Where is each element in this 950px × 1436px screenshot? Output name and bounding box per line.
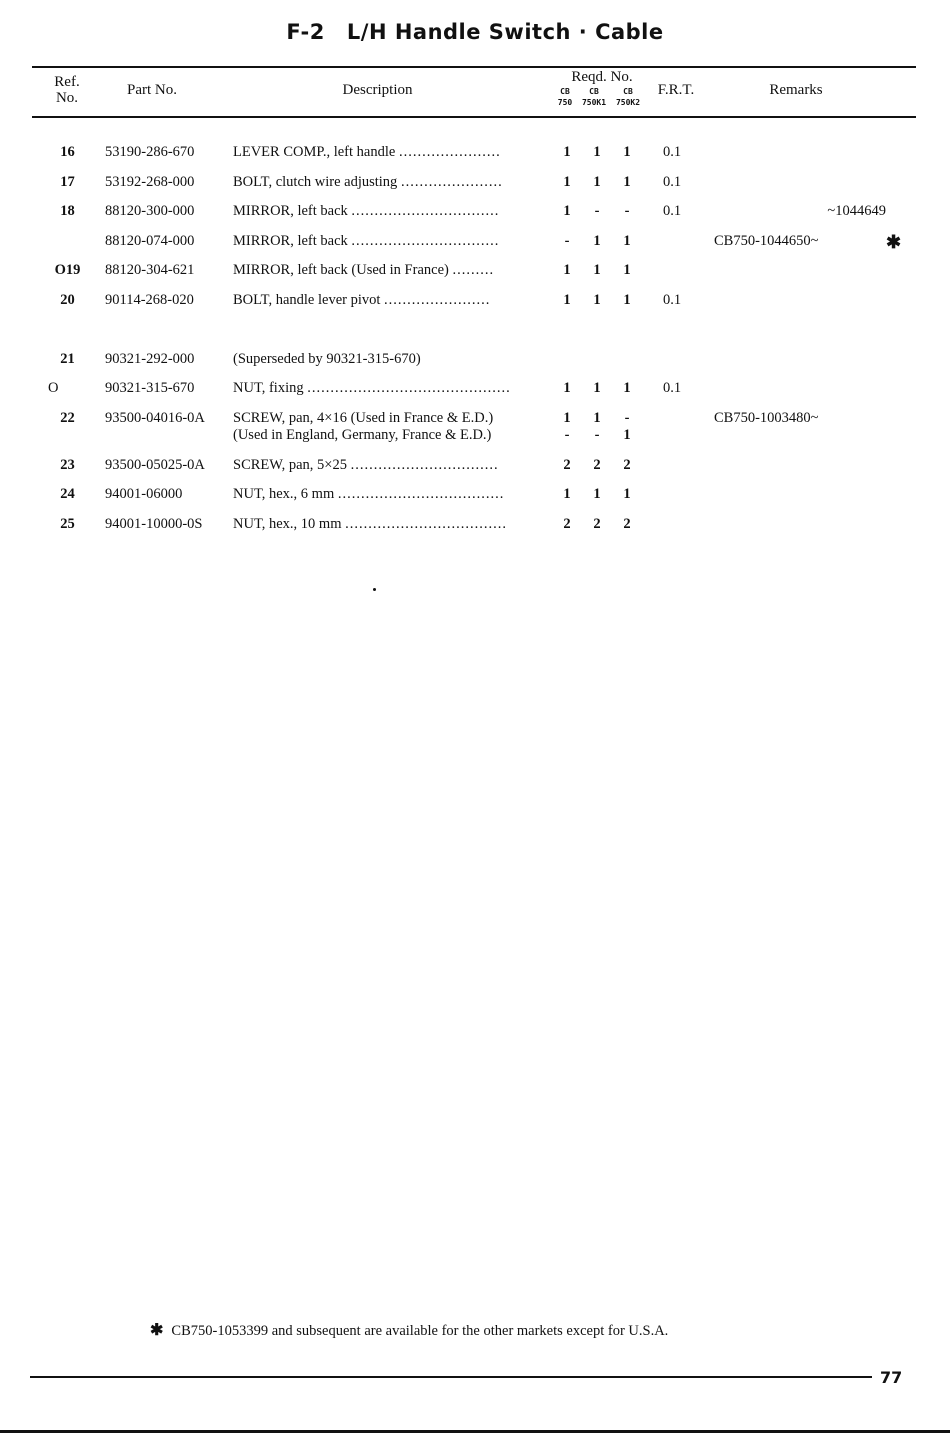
qty-cb750k2: 1	[623, 233, 631, 249]
description	[233, 174, 551, 191]
qty-cb750k2: 2	[623, 516, 631, 532]
table-row	[0, 292, 950, 322]
part-no: 90321-292-000	[105, 351, 195, 367]
description-text: BOLT, handle lever pivot	[233, 292, 381, 308]
qty-cb750: 1	[563, 380, 571, 396]
qty-cb750k1: 2	[593, 516, 601, 532]
description-text: NUT, hex., 10 mm	[233, 516, 342, 532]
part-no: 88120-074-000	[105, 233, 195, 249]
description-text: MIRROR, left back	[233, 233, 348, 249]
part-no: 94001-06000	[105, 486, 183, 502]
description-text: MIRROR, left back (Used in France)	[233, 262, 449, 278]
ref-no: 20	[60, 292, 75, 308]
qty-cb750k2: 1	[623, 427, 631, 443]
ref-no: 16	[60, 144, 75, 160]
qty-cb750k2: 1	[623, 292, 631, 308]
header-bottom-rule	[32, 116, 916, 118]
leader-dots: ....................................	[337, 486, 505, 502]
description	[233, 486, 551, 503]
ref-no: O19	[54, 262, 81, 278]
qty-cb750k1: 1	[593, 144, 601, 160]
title-text: L/H Handle Switch · Cable	[346, 20, 664, 44]
footer-rule	[30, 1376, 872, 1378]
ref-no: O	[48, 380, 59, 396]
leader-dots: ................................	[350, 457, 499, 473]
table-row	[0, 203, 950, 233]
ref-no: 23	[60, 457, 75, 473]
description-text: (Superseded by 90321-315-670)	[233, 351, 421, 367]
ref-no: 18	[60, 203, 75, 219]
table-row	[0, 233, 950, 263]
qty-cb750: 1	[563, 262, 571, 278]
leader-dots: ............................................	[307, 380, 511, 396]
qty-cb750k1: 1	[593, 233, 601, 249]
leader-dots: ................................	[351, 203, 500, 219]
leader-dots: ................................	[351, 233, 500, 249]
qty-cb750k2: 1	[623, 174, 631, 190]
part-no: 90321-315-670	[105, 380, 195, 396]
leader-dots: .......................	[384, 292, 491, 308]
qty-cb750: 1	[563, 486, 571, 502]
description	[233, 380, 551, 397]
qty-cb750k1: 1	[593, 174, 601, 190]
part-no: 93500-05025-0A	[105, 457, 205, 473]
page-number: 77	[880, 1368, 903, 1387]
model-cb750k1-line1: CB	[589, 87, 599, 96]
description	[233, 410, 551, 427]
leader-dots: ......................	[400, 174, 503, 190]
qty-cb750k2: -	[624, 410, 630, 426]
qty-cb750k2: 2	[623, 457, 631, 473]
frt: 0.1	[662, 144, 682, 160]
qty-cb750k1: 1	[593, 486, 601, 502]
qty-cb750: -	[564, 427, 570, 443]
description-text: BOLT, clutch wire adjusting	[233, 174, 398, 190]
qty-cb750k1: 2	[593, 457, 601, 473]
bottom-edge-rule	[0, 1430, 950, 1433]
model-cb750k1	[577, 86, 611, 108]
leader-dots: ...................................	[345, 516, 507, 532]
qty-cb750k1: 1	[593, 292, 601, 308]
qty-cb750k2: 1	[623, 144, 631, 160]
description	[233, 233, 551, 250]
ref-no: 25	[60, 516, 75, 532]
table-row	[0, 144, 950, 174]
qty-cb750: 1	[563, 174, 571, 190]
col-header-ref	[42, 74, 92, 106]
description	[233, 351, 551, 368]
ref-no: 24	[60, 486, 75, 502]
col-header-frt: F.R.T.	[657, 82, 695, 98]
footnote-text: CB750-1053399 and subsequent are available for the other markets except for U.S.A.	[171, 1323, 669, 1339]
part-no: 88120-304-621	[105, 262, 195, 278]
header-top-rule	[32, 66, 916, 68]
description	[233, 516, 551, 533]
part-no: 93500-04016-0A	[105, 410, 205, 426]
description-text: LEVER COMP., left handle	[233, 144, 396, 160]
col-header-part-no: Part No.	[127, 82, 177, 98]
qty-cb750: 1	[563, 203, 571, 219]
description	[233, 457, 551, 474]
table-row	[0, 427, 950, 457]
part-no: 94001-10000-0S	[105, 516, 203, 532]
asterisk-icon: ✱	[886, 232, 902, 252]
qty-cb750k2: 1	[623, 380, 631, 396]
ref-no: 17	[60, 174, 75, 190]
qty-cb750k1: 1	[593, 410, 601, 426]
table-row	[0, 351, 950, 381]
description	[233, 144, 551, 161]
frt: 0.1	[662, 292, 682, 308]
description-text: SCREW, pan, 5×25	[233, 457, 347, 473]
description-text: NUT, fixing	[233, 380, 304, 396]
model-cb750k2	[611, 86, 645, 108]
qty-cb750k1: -	[594, 203, 600, 219]
stray-dot	[373, 588, 376, 591]
ref-no: 21	[60, 351, 75, 367]
model-cb750k1-line2: 750K1	[581, 98, 607, 107]
model-cb750k2-line1: CB	[623, 87, 633, 96]
footnote	[150, 1320, 668, 1340]
description	[233, 427, 551, 444]
leader-dots: ......................	[398, 144, 501, 160]
model-cb750	[553, 86, 577, 108]
leader-dots: .........	[452, 262, 495, 278]
qty-cb750k1: 1	[593, 380, 601, 396]
part-no: 53192-268-000	[105, 174, 195, 190]
asterisk-icon: ✱	[150, 1322, 164, 1339]
qty-cb750: 2	[563, 516, 571, 532]
description-text: MIRROR, left back	[233, 203, 348, 219]
part-no: 88120-300-000	[105, 203, 195, 219]
description	[233, 203, 551, 220]
model-cb750k2-line2: 750K2	[615, 98, 641, 107]
table-row	[0, 380, 950, 410]
description	[233, 262, 551, 279]
description	[233, 292, 551, 309]
qty-cb750k1: -	[594, 427, 600, 443]
col-header-description: Description	[342, 82, 413, 98]
remarks: CB750-1003480~	[714, 410, 819, 426]
page-title	[0, 20, 950, 44]
ref-header-line2: No.	[55, 90, 79, 106]
qty-cb750: 1	[563, 410, 571, 426]
table-row	[0, 262, 950, 292]
table-row	[0, 174, 950, 204]
ref-header-line1: Ref.	[54, 74, 80, 90]
description-text: NUT, hex., 6 mm	[233, 486, 335, 502]
qty-cb750: -	[564, 233, 570, 249]
frt: 0.1	[662, 174, 682, 190]
part-no: 53190-286-670	[105, 144, 195, 160]
qty-cb750: 1	[563, 292, 571, 308]
frt: 0.1	[662, 203, 682, 219]
frt: 0.1	[662, 380, 682, 396]
table-row	[0, 516, 950, 546]
model-cb750-line2: 750	[557, 98, 573, 107]
remarks: CB750-1044650~	[714, 233, 819, 249]
col-header-remarks: Remarks	[769, 82, 823, 98]
qty-cb750: 2	[563, 457, 571, 473]
qty-cb750k2: 1	[623, 262, 631, 278]
model-cb750-line1: CB	[560, 87, 570, 96]
title-code: F-2	[286, 20, 325, 44]
qty-cb750: 1	[563, 144, 571, 160]
ref-no: 22	[60, 410, 75, 426]
table-row	[0, 486, 950, 516]
description-text: (Used in England, Germany, France & E.D.)	[233, 427, 492, 443]
qty-cb750k2: -	[624, 203, 630, 219]
remarks: ~1044649	[827, 203, 886, 219]
col-header-reqd-no: Reqd. No.	[571, 69, 633, 85]
description-text: SCREW, pan, 4×16 (Used in France & E.D.)	[233, 410, 494, 426]
table-row	[0, 457, 950, 487]
qty-cb750k1: 1	[593, 262, 601, 278]
qty-cb750k2: 1	[623, 486, 631, 502]
part-no: 90114-268-020	[105, 292, 194, 308]
